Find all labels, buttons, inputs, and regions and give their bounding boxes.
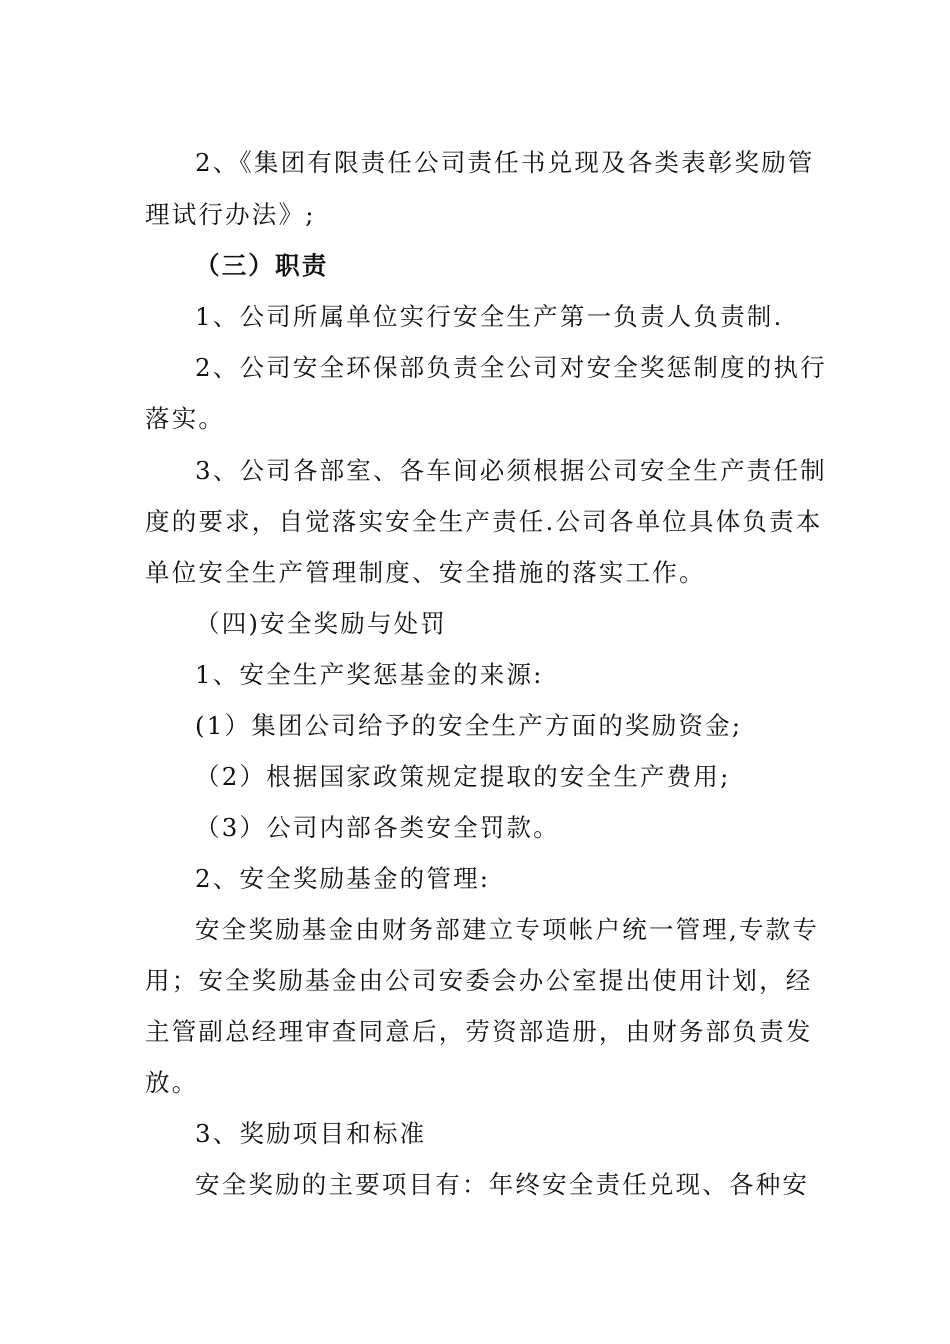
list-item: （3）公司内部各类安全罚款。 <box>195 813 560 842</box>
paragraph-line: 2、安全奖励基金的管理: <box>195 864 491 893</box>
paragraph-line: 主管副总经理审查同意后，劳资部造册，由财务部负责发 <box>145 1017 813 1046</box>
paragraph-line: 2、公司安全环保部负责全公司对安全奖惩制度的执行 <box>195 353 827 382</box>
paragraph-line: 理试行办法》; <box>145 200 316 229</box>
paragraph-line: 度的要求，自觉落实安全生产责任.公司各单位具体负责本 <box>145 507 823 536</box>
paragraph-line: 2、《集团有限责任公司责任书兑现及各类表彰奖励管 <box>195 148 815 177</box>
paragraph-line: 1、安全生产奖惩基金的来源: <box>195 660 544 689</box>
paragraph-line: 安全奖励基金由财务部建立专项帐户统一管理,专款专 <box>195 915 820 944</box>
paragraph-line: 3、公司各部室、各车间必须根据公司安全生产责任制 <box>195 456 827 485</box>
paragraph-line: 落实。 <box>145 404 226 433</box>
paragraph-line: 安全奖励的主要项目有：年终安全责任兑现、各种安 <box>195 1170 810 1199</box>
paragraph-line: 放。 <box>145 1068 199 1097</box>
paragraph-line: 1、公司所属单位实行安全生产第一负责人负责制. <box>195 302 784 331</box>
list-item: （2）根据国家政策规定提取的安全生产费用; <box>195 762 731 791</box>
section-heading: （三）职责 <box>195 251 329 280</box>
paragraph-line: 用；安全奖励基金由公司安委会办公室提出使用计划，经 <box>145 966 813 995</box>
list-item: (1）集团公司给予的安全生产方面的奖励资金; <box>195 711 743 740</box>
section-heading: （四)安全奖励与处罚 <box>195 609 448 638</box>
paragraph-line: 3、奖励项目和标准 <box>195 1119 427 1148</box>
paragraph-line: 单位安全生产管理制度、安全措施的落实工作。 <box>145 558 706 587</box>
